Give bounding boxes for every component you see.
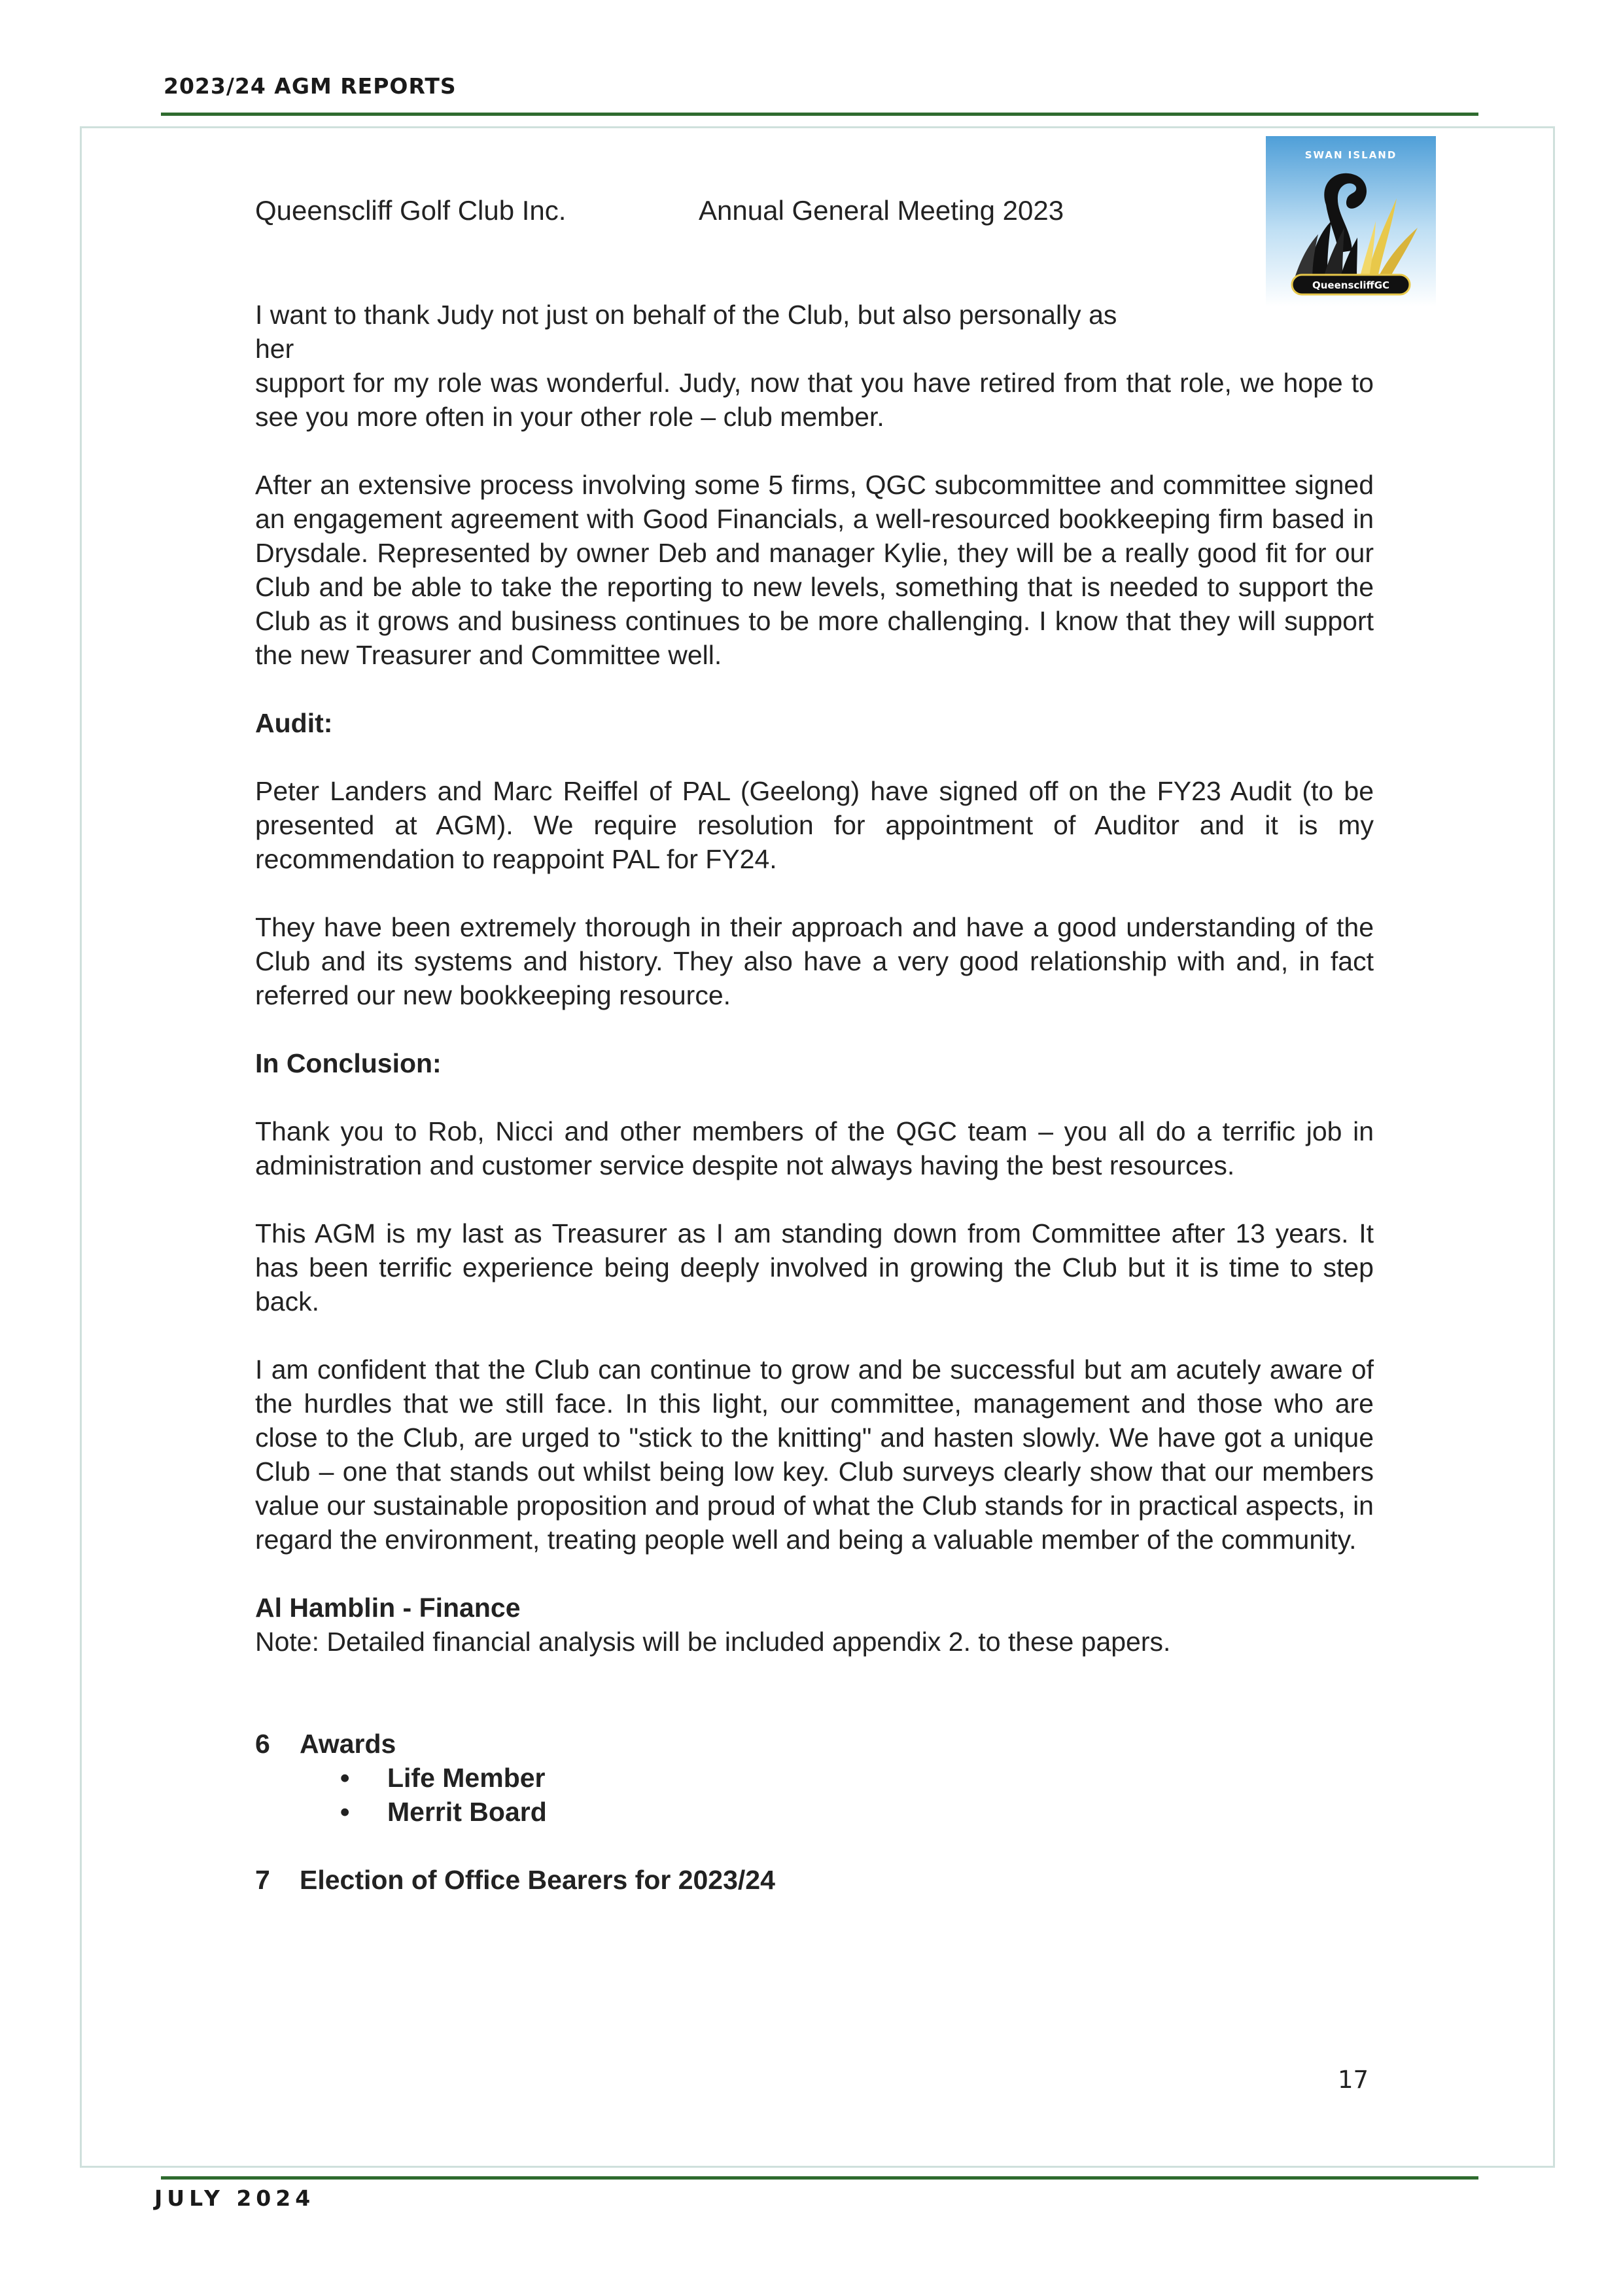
thanks-team-paragraph: Thank you to Rob, Nicci and other members of the QGC team – you all do a terrific job in administration and customer service despite not always having the best resources. — [255, 1116, 1374, 1180]
report-body — [255, 298, 1374, 1897]
audit-paragraph: Peter Landers and Marc Reiffel of PAL (Geelong) have signed off on the FY23 Audit (to be presented at AGM). We require resolution for appointment of Auditor and it is my recommendation to reappoint PAL for FY24. — [255, 776, 1374, 874]
list-item-label: Life Member — [387, 1763, 546, 1793]
standing-down-paragraph: This AGM is my last as Treasurer as I am standing down from Committee after 13 years. It has been terrific experience being deeply involved in growing the Club but it is time to step back. — [255, 1218, 1374, 1316]
header-divider — [161, 113, 1478, 116]
logo-top-text: SWAN ISLAND — [1304, 149, 1397, 161]
list-item-label: Merrit Board — [387, 1797, 547, 1827]
section-heading-election — [255, 1863, 1374, 1897]
section-title: Awards — [300, 1729, 396, 1759]
bullet-icon: • — [340, 1797, 350, 1827]
confidence-paragraph: I am confident that the Club can continue to grow and be successful but am acutely aware of the hurdles that we still face. In this light, our committee, management and those who are close to the Club, are urged to "stick to the knitting" and hasten slowly. We have got a unique Club – one that stands out whilst being low key. Club surveys clearly show that our members value our sustainable proposition and proud of what the Club stands for in practical aspects, in regard the environment, treating people well and being a valuable member of the community. — [255, 1354, 1374, 1555]
list-item — [340, 1795, 1374, 1829]
footer-divider — [161, 2176, 1478, 2180]
section-number: 6 — [255, 1729, 270, 1759]
signature-block — [255, 1591, 1374, 1659]
auditor-relationship-paragraph: They have been extremely thorough in their approach and have a good understanding of the Club and its systems and history. They also have a very good relationship with and, in fact referred our new bookkeeping resource. — [255, 912, 1374, 1010]
audit-heading: Audit: — [255, 708, 333, 738]
list-item — [340, 1761, 1374, 1795]
section-number: 7 — [255, 1865, 270, 1895]
club-logo — [1266, 136, 1436, 306]
bullet-icon: • — [340, 1763, 350, 1793]
page-number: 17 — [1338, 2066, 1369, 2094]
financial-note: Note: Detailed financial analysis will be included appendix 2. to these papers. — [255, 1627, 1171, 1657]
running-footer: JULY 2024 — [154, 2185, 315, 2211]
club-name: Queenscliff Golf Club Inc. — [255, 195, 567, 226]
section-heading-awards — [255, 1727, 1374, 1761]
thanks-paragraph-rest: support for my role was wonderful. Judy, now that you have retired from that role, we hope to see you more often in your other role – club member. — [255, 368, 1374, 432]
conclusion-heading: In Conclusion: — [255, 1048, 442, 1078]
bookkeeping-paragraph: After an extensive process involving some 5 firms, QGC subcommittee and committee signed an engagement agreement with Good Financials, a well-resourced bookkeeping firm based in Drysdale. Represented by owner Deb and manager Kylie, they will be a really good fit for our Club and be able to take the reporting to new levels, something that is needed to support the Club as it grows and business continues to be more challenging. I know that they will support the new Treasurer and Committee well. — [255, 470, 1374, 670]
meeting-title: Annual General Meeting 2023 — [699, 195, 1064, 226]
running-header: 2023/24 AGM REPORTS — [164, 73, 457, 99]
logo-badge-text: QueenscliffGC — [1312, 279, 1390, 291]
signatory-name: Al Hamblin - Finance — [255, 1593, 521, 1623]
awards-list — [255, 1761, 1374, 1829]
section-title: Election of Office Bearers for 2023/24 — [300, 1865, 775, 1895]
thanks-paragraph-line1: I want to thank Judy not just on behalf of the Club, but also personally as her — [255, 300, 1117, 364]
